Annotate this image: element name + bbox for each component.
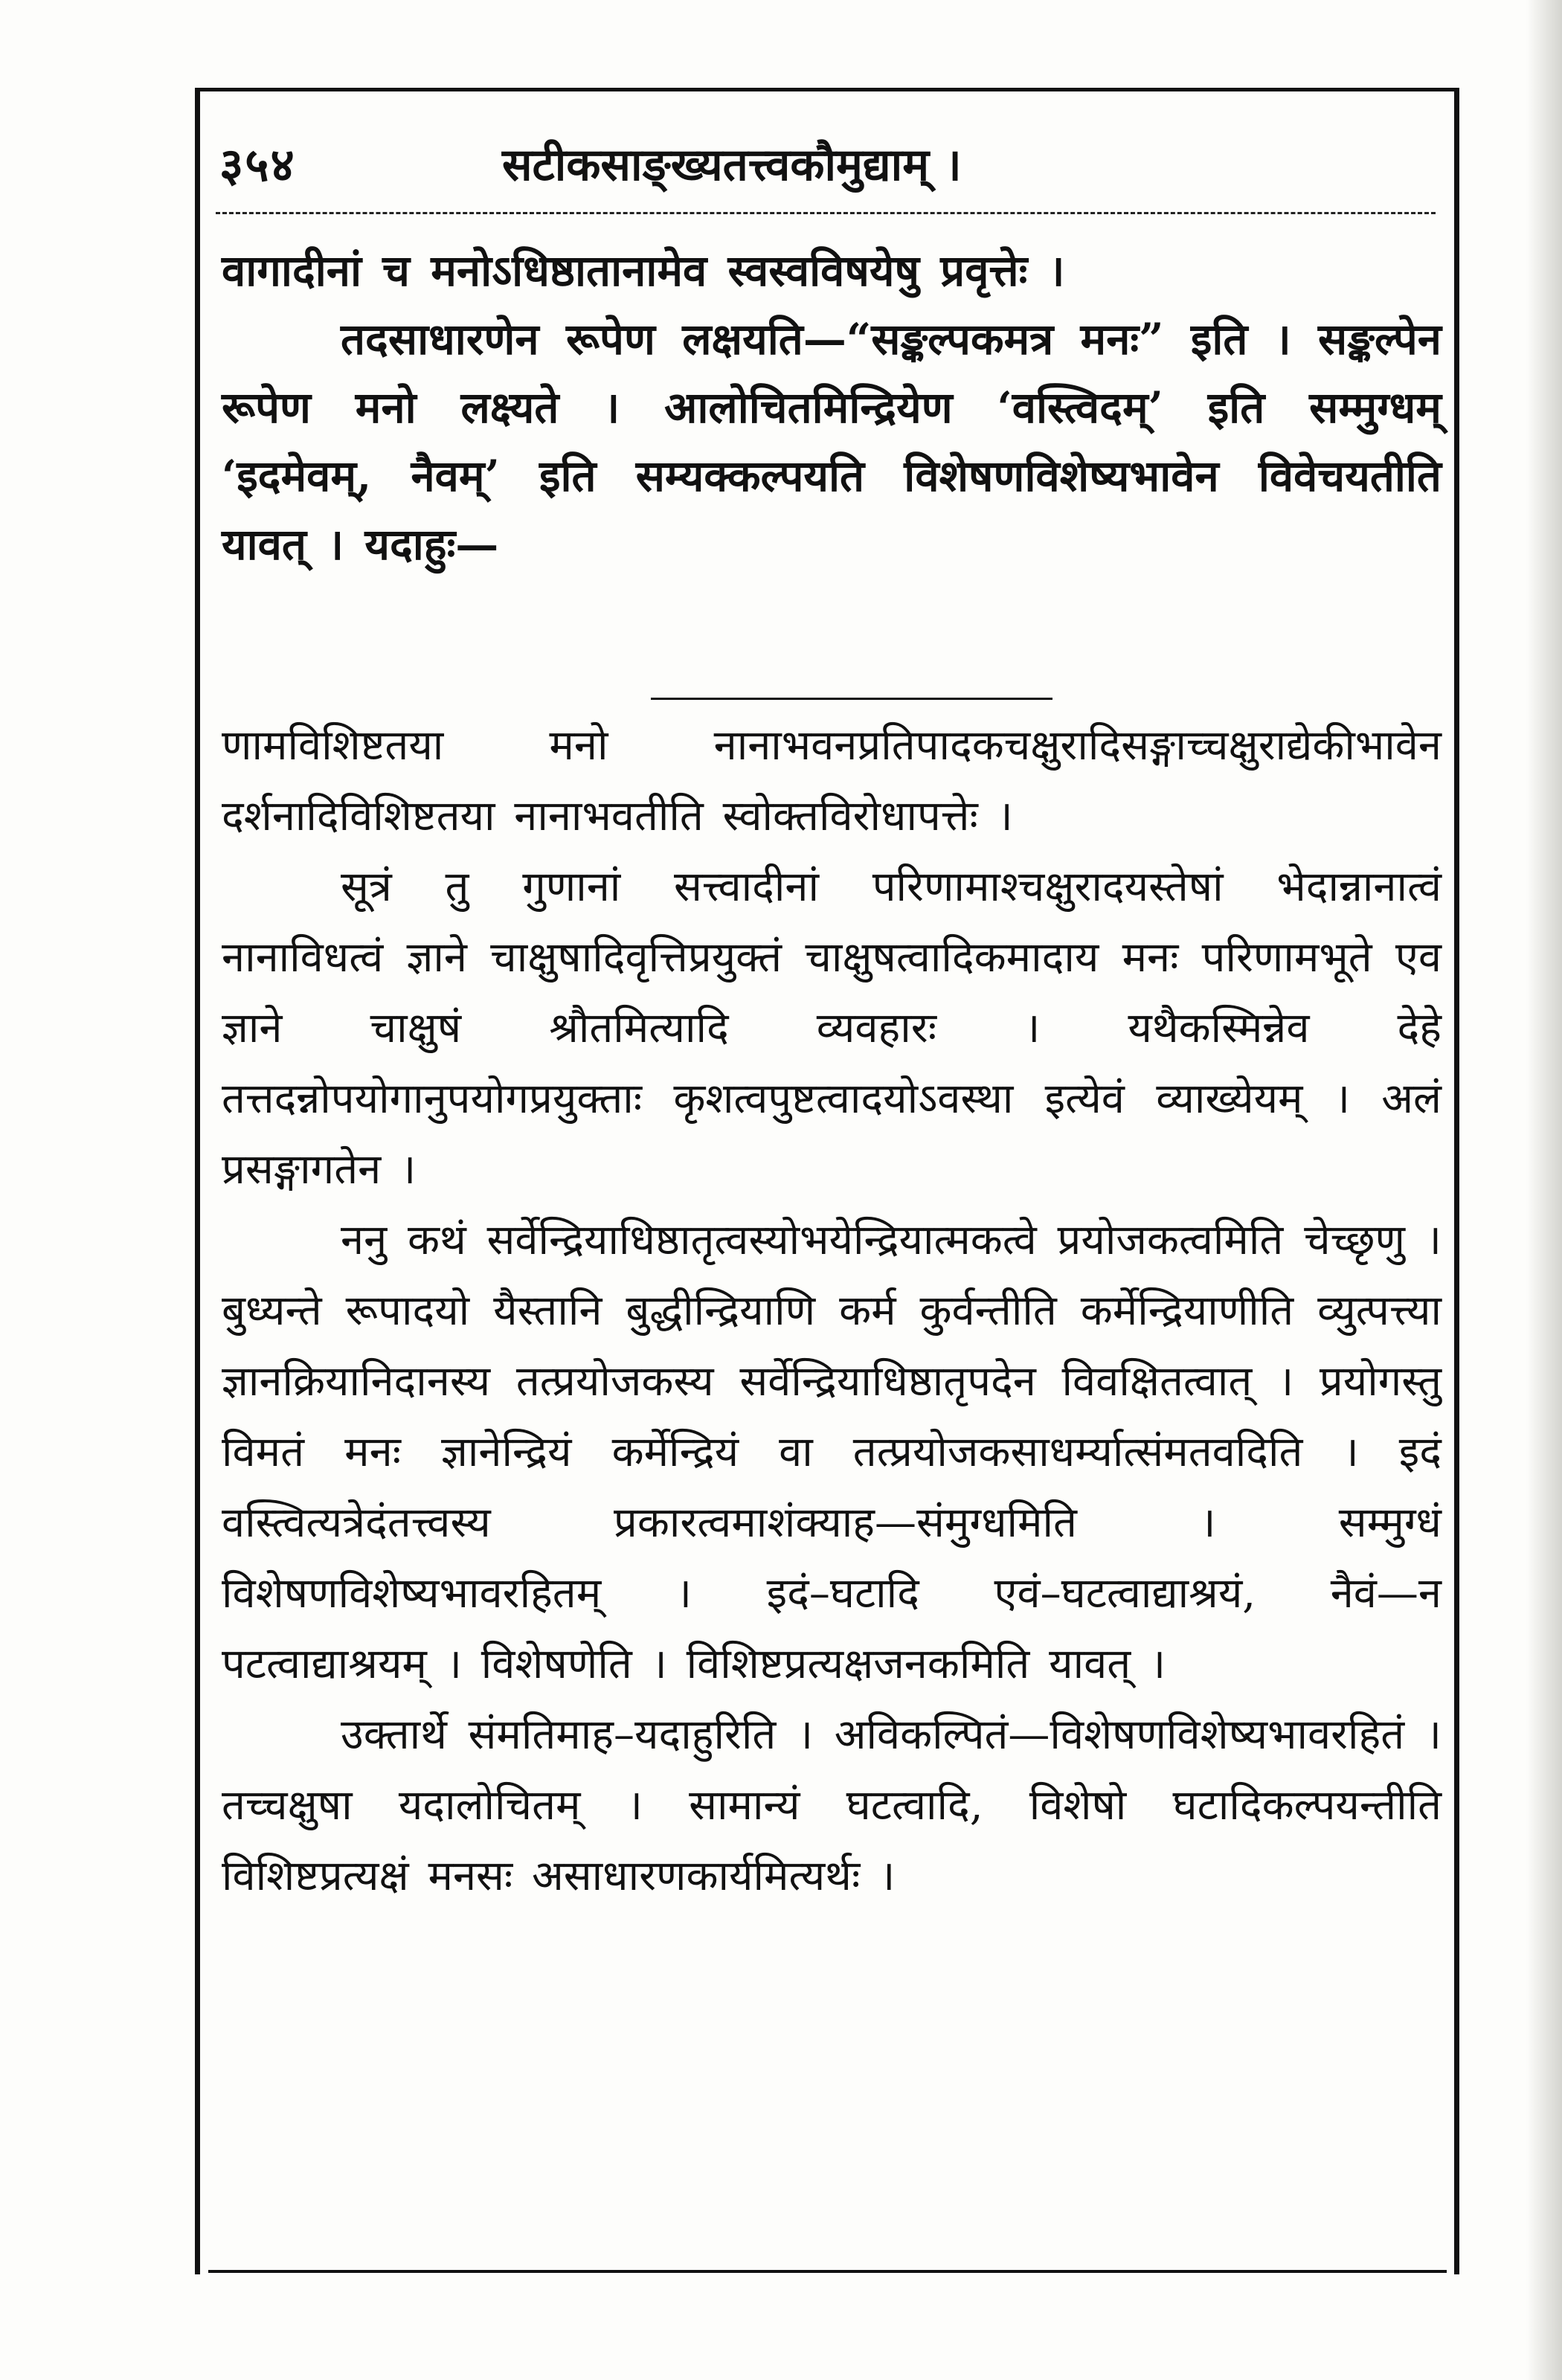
- commentary-paragraph-3: ननु कथं सर्वेन्द्रियाधिष्ठातृत्वस्योभयेन्द्रियात्मकत्वे प्रयोजकत्वमिति चेच्छृणु । बुध्यन्ते रूपादयो यैस्तानि बुद्धीन्द्रियाणि कर्म कुर्वन्तीति कर्मेन्द्रियाणीति व्युत्पत्त्या ज्ञानक्रियानिदानस्य तत्प्रयोजकस्य सर्वेन्द्रियाधिष्ठातृपदेन विवक्षितत्वात् । प्रयोगस्तु विमतं मनः ज्ञानेन्द्रियं कर्मेन्द्रियं वा तत्प्रयोजकसाधर्म्यात्संमतवदिति । इदं वस्त्वित्यत्रेदंतत्त्वस्य प्रकारत्वमाशंक्याह—संमुग्धमिति । सम्मुग्धं विशेषणविशेष्यभावरहितम् । इदं–घटादि एवं–घटत्वाद्याश्रयं, नैवं—न पटत्वाद्याश्रयम् । विशेषणेति । विशिष्टप्रत्यक्षजनकमिति यावत् ।: [222, 1216, 1442, 1688]
- commentary-paragraph-2: सूत्रं तु गुणानां सत्त्वादीनां परिणामाश्चक्षुरादयस्तेषां भेदान्नानात्वं नानाविधत्वं ज्ञाने चाक्षुषादिवृत्तिप्रयुक्तं चाक्षुषत्वादिकमादाय मनः परिणामभूते एव ज्ञाने चाक्षुषं श्रौतमित्यादि व्यवहारः । यथैकस्मिन्नेव देहे तत्तदन्नोपयोगानुपयोगप्रयुक्ताः कृशत्वपुष्टत्वादयोऽवस्था इत्येवं व्याख्येयम् । अलं प्रसङ्गागतेन ।: [222, 863, 1442, 1194]
- upper-text-block: [222, 237, 1442, 579]
- upper-paragraph-2: तदसाधारणेन रूपेण लक्षयति—“सङ्कल्पकमत्र मनः” इति । सङ्कल्पेन रूपेण मनो लक्ष्यते । आलोचितमिन्द्रियेण ‘वस्त्विदम्’ इति सम्मुग्धम् ‘इदमेवम्, नैवम्’ इति सम्यक्कल्पयति विशेषणविशेष्यभावेन विवेचयतीति यावत् । यदाहुः—: [222, 314, 1442, 570]
- page-edge-shadow: [1526, 0, 1562, 2380]
- commentary-paragraph-4: उक्तार्थे संमतिमाह–यदाहुरिति । अविकल्पितं—विशेषणविशेष्यभावरहितं । तच्चक्षुषा यदालोचितम् । सामान्यं घटत्वादि, विशेषो घटादिकल्पयन्तीति विशिष्टप्रत्यक्षं मनसः असाधारणकार्यमित्यर्थः ।: [222, 1711, 1442, 1900]
- commentary-paragraph-1: णामविशिष्टतया मनो नानाभवनप्रतिपादकचक्षुरादिसङ्गाच्चक्षुराद्येकीभावेन दर्शनादिविशिष्टतया नानाभवतीति स्वोक्तविरोधापत्तेः ।: [222, 721, 1442, 840]
- running-title: सटीकसाङ्ख्यतत्त्वकौमुद्याम् ।: [502, 139, 962, 191]
- upper-paragraph-1: वागादीनां च मनोऽधिष्ठातानामेव स्वस्वविषयेषु प्रवृत्तेः ।: [222, 245, 1065, 296]
- page-bottom-border: [208, 2270, 1447, 2273]
- commentary-text-block: [222, 710, 1442, 1911]
- page-number: ३५४: [219, 138, 296, 192]
- header-divider: [216, 212, 1436, 214]
- page-header: [219, 132, 1432, 192]
- quote-divider: [651, 698, 1052, 700]
